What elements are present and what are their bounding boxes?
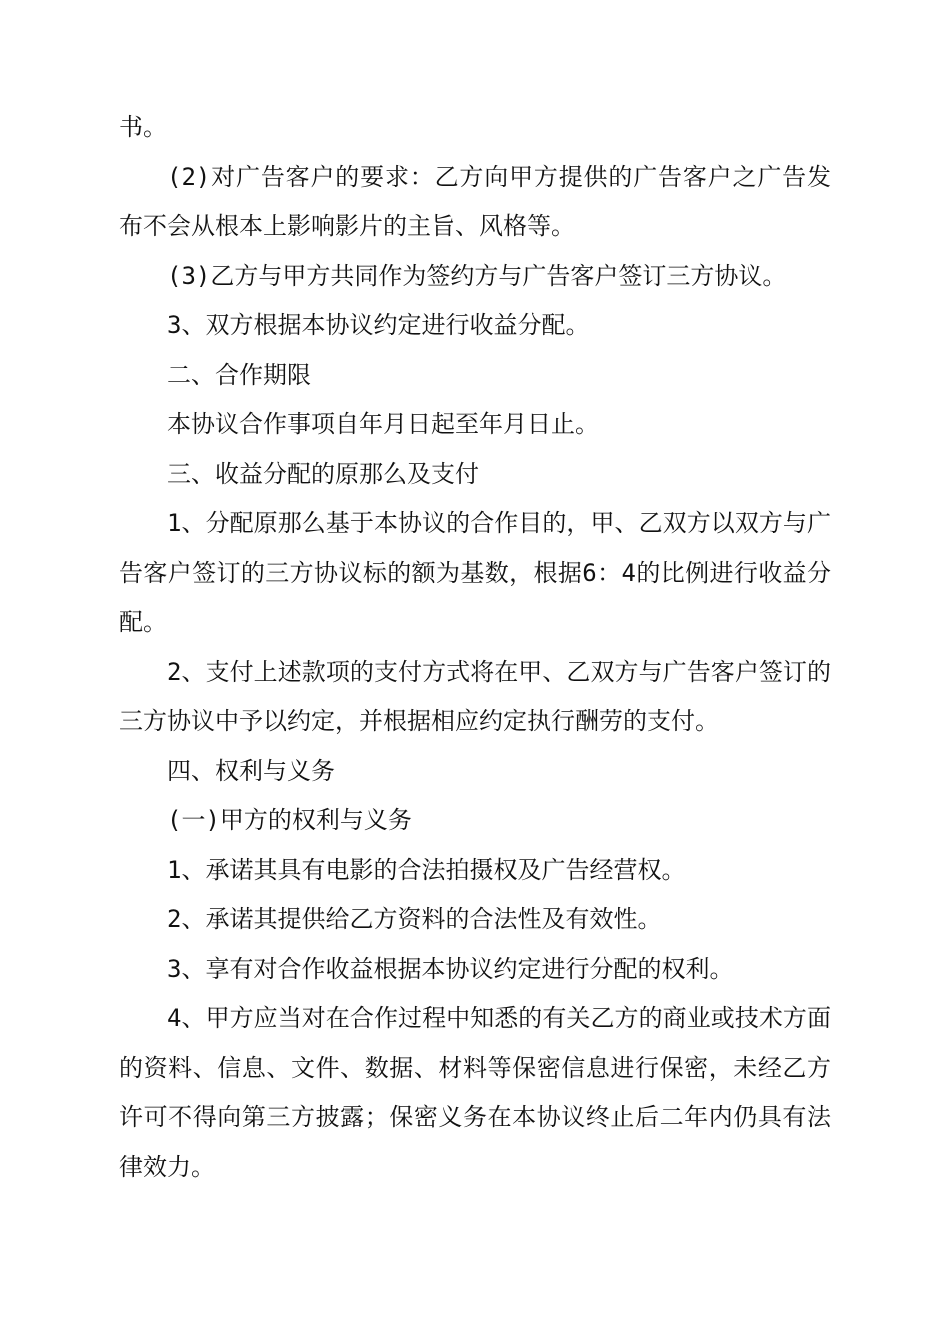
paragraph-party-a-item-2: 2、承诺其提供给乙方资料的合法性及有效性。	[167, 905, 662, 933]
paragraph-distribution-principle: 1、分配原那么基于本协议的合作目的，甲、乙双方以双方与广告客户签订的三方协议标的额为基数，根据6：4的比例进行收益分配。	[119, 509, 831, 636]
section-heading-rights-obligations: 四、权利与义务	[167, 756, 335, 785]
section-heading-cooperation-term: 二、合作期限	[167, 360, 311, 389]
paragraph-payment: 2、支付上述款项的支付方式将在甲、乙双方与广告客户签订的三方协议中予以约定，并根据相应约定执行酬劳的支付。	[119, 657, 831, 735]
paragraph-continuation: 书。	[119, 113, 167, 141]
section-heading-revenue-principles: 三、收益分配的原那么及支付	[167, 459, 479, 488]
paragraph-ad-client-requirements: (2)对广告客户的要求：乙方向甲方提供的广告客户之广告发布不会从根本上影响影片的主旨、风格等。	[119, 162, 831, 240]
paragraph-party-a-item-3: 3、享有对合作收益根据本协议约定进行分配的权利。	[167, 954, 734, 983]
paragraph-revenue-distribution: 3、双方根据本协议约定进行收益分配。	[167, 311, 590, 339]
paragraph-party-a-item-4: 4、甲方应当对在合作过程中知悉的有关乙方的商业或技术方面的资料、信息、文件、数据、材料等保密信息进行保密，未经乙方许可不得向第三方披露；保密义务在本协议终止后二年内仍具有法律效力。	[119, 1004, 831, 1181]
paragraph-tripartite-agreement: (3)乙方与甲方共同作为签约方与广告客户签订三方协议。	[167, 261, 787, 290]
paragraph-cooperation-term: 本协议合作事项自年月日起至年月日止。	[167, 410, 599, 438]
paragraph-party-a-item-1: 1、承诺其具有电影的合法拍摄权及广告经营权。	[167, 855, 686, 884]
subsection-heading-party-a: (一)甲方的权利与义务	[167, 806, 412, 834]
document-body	[119, 103, 831, 1192]
